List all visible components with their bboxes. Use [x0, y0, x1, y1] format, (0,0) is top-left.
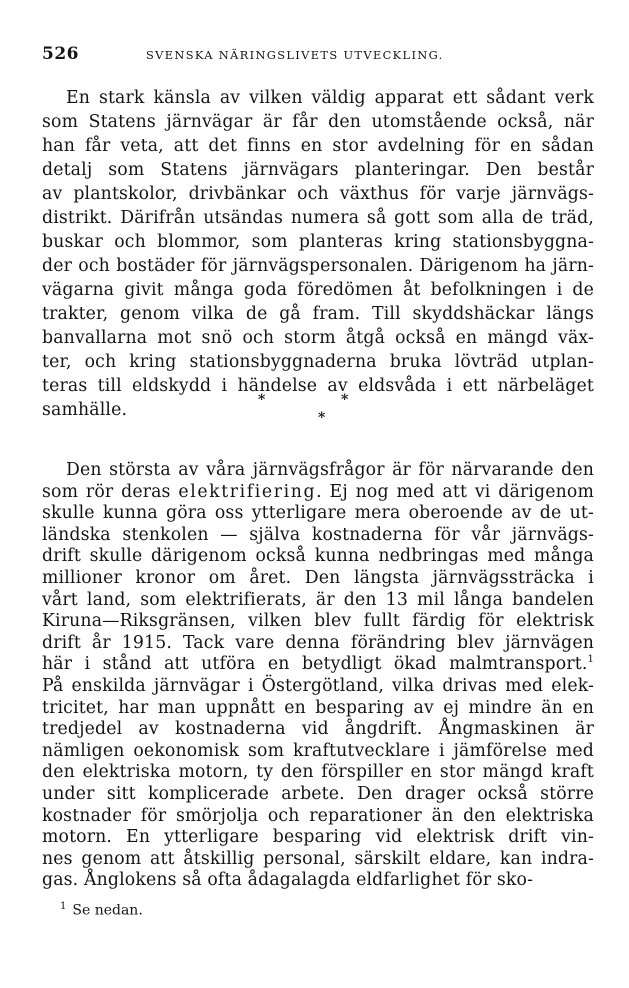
separator-star: * [318, 410, 326, 426]
text-line: skulle kunna göra oss ytterligare mera oberoende av de ut- [42, 503, 594, 524]
text-line: tricitet, har man uppnått en besparing av ej mindre än en [42, 697, 594, 718]
text-line: distrikt. Därifrån utsändas numera så gott som alla de träd, [42, 208, 594, 228]
text-line: nämligen oekonomisk som kraftutvecklare i jämförelse med [42, 740, 594, 761]
text-fragment: som rör deras [42, 481, 179, 502]
text-line: av plantskolor, drivbänkar och växthus för varje järnvägs- [42, 184, 594, 204]
text-line: gas. Ånglokens så ofta ådagalagda eldfarlighet för sko- [42, 870, 534, 891]
running-title: SVENSKA NÄRINGSLIVETS UTVECKLING. [146, 48, 444, 62]
text-line: som Statens järnvägar är får den utomstående också, när [42, 112, 594, 132]
text-line: teras till eldskydd i händelse av eldsvåda i ett närbeläget [42, 376, 594, 396]
text-line: vårt land, som elektrifierats, är den 13 mil långa bandelen [42, 589, 594, 610]
text-line: detalj som Statens järnvägars planteringar. Den består [42, 160, 594, 180]
text-line: motorn. En ytterligare besparing vid elektrisk drift vin- [42, 827, 594, 848]
text-line: drift år 1915. Tack vare denna förändring blev järnvägen [42, 632, 594, 653]
text-line: En stark känsla av vilken väldig apparat ett sådant verk [66, 88, 594, 108]
text-line: millioner kronor om året. Den längsta järnvägssträcka i [42, 568, 594, 588]
text-fragment: . Ej nog med att vi därigenom [316, 481, 594, 502]
text-line: tredjedel av kostnaderna vid ångdrift. Ångmaskinen är [42, 719, 594, 740]
emphasized-term: elektrifiering [178, 481, 317, 502]
text-line: buskar och blommor, som planteras kring stationsbyggna- [42, 232, 594, 252]
text-line: ter, och kring stationsbyggnaderna bruka lövträd utplan- [42, 352, 594, 372]
text-line: under sitt komplicerade arbete. Den drager också större [42, 784, 594, 804]
text-line: ländska stenkolen — själva kostnaderna för vår järnvägs- [42, 524, 594, 545]
text-line: vägarna givit många goda föredömen åt befolkningen i de [42, 280, 594, 300]
text-line [42, 654, 594, 676]
footnote-text: Se nedan. [72, 902, 143, 919]
text-line: Den största av våra järnvägsfrågor är för närvarande den [66, 460, 594, 480]
separator-star: * [258, 392, 266, 408]
footnote [60, 901, 143, 919]
text-line: På enskilda järnvägar i Östergötland, vilka drivas med elek- [42, 676, 594, 696]
text-line: drift skulle därigenom också kunna nedbringas med många [42, 546, 594, 567]
page-header [42, 44, 582, 68]
text-line: nes genom att åtskillig personal, särskilt eldare, kan indra- [42, 848, 594, 869]
text-fragment: här i stånd att utföra en betydligt ökad malmtransport. [42, 654, 588, 675]
text-line: kostnader för smörjolja och reparationer än den elektriska [42, 805, 594, 826]
text-line: trakter, genom vilka de gå fram. Till skyddshäckar längs [42, 304, 594, 324]
text-line: han får veta, att det finns en stor avdelning för en sådan [42, 136, 594, 156]
separator-star: * [341, 392, 349, 408]
text-line: samhälle. [42, 400, 128, 420]
text-line [42, 482, 594, 504]
text-line: Kiruna—Riksgränsen, vilken blev fullt färdig för elektrisk [42, 611, 594, 632]
footnote-reference[interactable]: 1 [587, 654, 594, 666]
footnote-mark: 1 [60, 901, 67, 912]
text-line: den elektriska motorn, ty den förspiller en stor mängd kraft [42, 762, 594, 783]
text-line: der och bostäder för järnvägspersonalen. Därigenom ha järn- [42, 256, 594, 276]
page-number: 526 [42, 44, 79, 64]
text-line: banvallarna mot snö och storm åtgå också en mängd väx- [42, 328, 594, 348]
